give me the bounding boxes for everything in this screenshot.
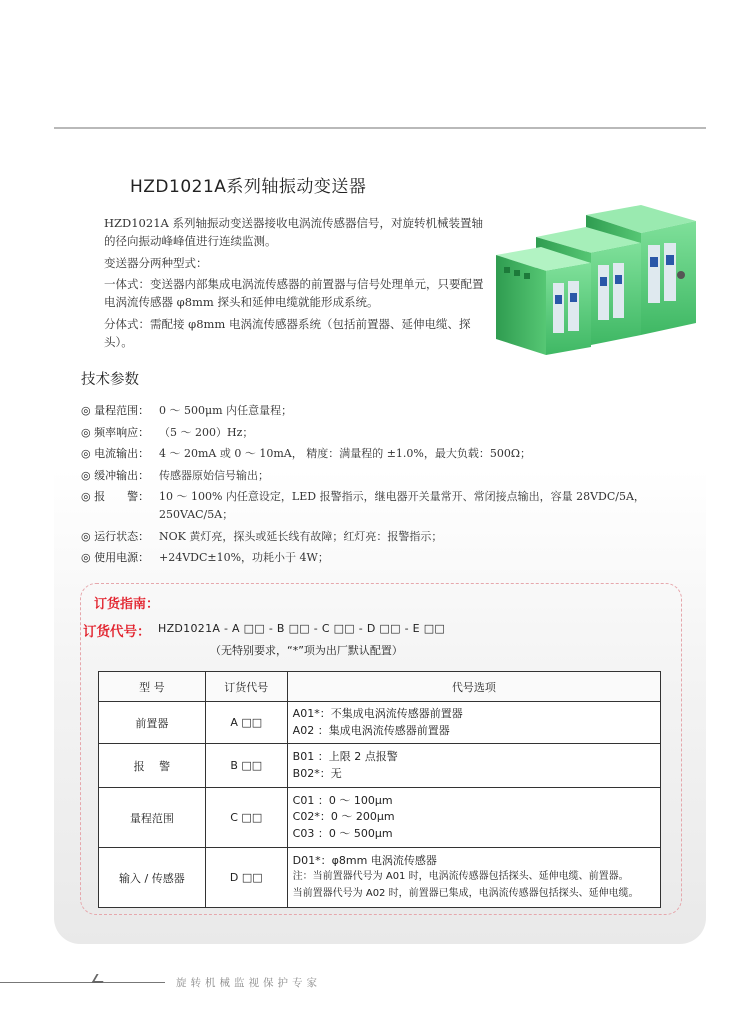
order-code-label: 订货代号： [83, 624, 151, 640]
intro-paragraph-1: HZD1021A 系列轴振动变送器接收电涡流传感器信号，对旋转机械装置轴的径向振动峰峰值进行连续监测。 [104, 216, 483, 248]
spec-label: ◎ 电流输出： [81, 447, 150, 460]
spec-value: NOK 黄灯亮，探头或延长线有故障；红灯亮：报警指示； [159, 529, 443, 543]
option-line: C03 ：0 ～ 500μm [292, 826, 393, 840]
table-row [99, 788, 661, 848]
module-front [496, 247, 591, 355]
column-header-model: 型 号 [99, 672, 206, 702]
option-note-line: 当前置器代号为 A02 时，前置器已集成，电涡流传感器包括探头、延伸电缆。 [292, 887, 639, 899]
order-code-value: HZD1021A - A □□ - B □□ - C □□ - D □□ - E □□ [158, 622, 446, 635]
order-default-note: （无特别要求，“*”项为出厂默认配置） [210, 644, 403, 657]
spec-label: ◎ 运行状态： [81, 529, 150, 543]
spec-power [81, 549, 701, 567]
spec-value: 10 ～ 100% 内任意设定，LED 报警指示，继电器开关量常开、常闭接点输出，容量 28VDC/5A，250VAC/5A； [159, 490, 645, 521]
footer-rule [0, 982, 165, 983]
tech-params-heading: 技术参数 [81, 372, 139, 388]
spec-frequency [81, 424, 701, 442]
order-guide-heading: 订货指南： [94, 597, 160, 612]
option-line: D01*：φ8mm 电涡流传感器 [292, 853, 437, 867]
cell-model: 量程范围 [99, 788, 206, 848]
option-line: C02*：0 ～ 200μm [292, 810, 395, 824]
spec-label: ◎ 报 警： [81, 490, 150, 503]
spec-list [81, 402, 701, 571]
intro-text [81, 214, 491, 354]
column-header-options: 代号选项 [287, 672, 660, 702]
table-row [99, 702, 661, 744]
cell-code: C □□ [205, 788, 287, 848]
cell-options [287, 702, 660, 744]
spec-buffer-output [81, 467, 701, 485]
spec-value: 传感器原始信号输出； [159, 468, 269, 482]
page-title: HZD1021A系列轴振动变送器 [130, 177, 367, 197]
cell-code: A □□ [205, 702, 287, 744]
option-line: A01*：不集成电涡流传感器前置器 [292, 707, 463, 720]
cell-options [287, 848, 660, 908]
cell-model: 前置器 [99, 702, 206, 744]
intro-paragraph-3: 一体式：变送器内部集成电涡流传感器的前置器与信号处理单元，只要配置电涡流传感器 φ8mm 探头和延伸电缆就能形成系统。 [104, 277, 484, 309]
spec-label: ◎ 使用电源： [81, 551, 150, 564]
cell-code: D □□ [205, 848, 287, 908]
spec-label: ◎ 缓冲输出： [81, 468, 150, 482]
cell-options [287, 744, 660, 788]
cell-model: 输入 / 传感器 [99, 848, 206, 908]
table-row [99, 744, 661, 788]
spec-current-output [81, 445, 701, 463]
option-line: A02 ：集成电涡流传感器前置器 [292, 723, 450, 737]
cell-model: 报 警 [99, 744, 206, 788]
spec-alarm [81, 488, 701, 524]
footer-slogan: 旋转机械监视保护专家 [176, 977, 321, 989]
spec-label: ◎ 量程范围： [81, 404, 150, 417]
cell-code: B □□ [205, 744, 287, 788]
spec-range [81, 402, 701, 420]
column-header-code: 订货代号 [205, 672, 287, 702]
spec-value: 0 ～ 500μm 内任意量程； [159, 404, 293, 417]
table-header-row [99, 672, 661, 702]
spec-value: （5 ～ 200）Hz； [159, 425, 254, 439]
intro-paragraph-4: 分体式：需配接 φ8mm 电涡流传感器系统（包括前置器、延伸电缆、探头）。 [104, 316, 471, 349]
table-row [99, 848, 661, 908]
spec-label: ◎ 频率响应： [81, 425, 150, 439]
intro-paragraph-2: 变送器分两种型式： [104, 255, 208, 270]
spec-status [81, 528, 701, 546]
option-line: C01 ：0 ～ 100μm [292, 793, 393, 807]
spec-value: 4 ～ 20mA 或 0 ～ 10mA， 精度：满量程的 ±1.0%，最大负载：500Ω； [159, 447, 531, 460]
option-line: B01 ：上限 2 点报警 [292, 750, 398, 763]
product-photo [496, 205, 706, 360]
option-line: B02*：无 [292, 766, 342, 780]
cell-options [287, 788, 660, 848]
spec-value: +24VDC±10%，功耗小于 4W； [159, 551, 329, 564]
option-note-line: 注：当前置器代号为 A01 时，电涡流传感器包括探头、延伸电缆、前置器。 [292, 871, 629, 883]
order-options-table [98, 671, 661, 908]
